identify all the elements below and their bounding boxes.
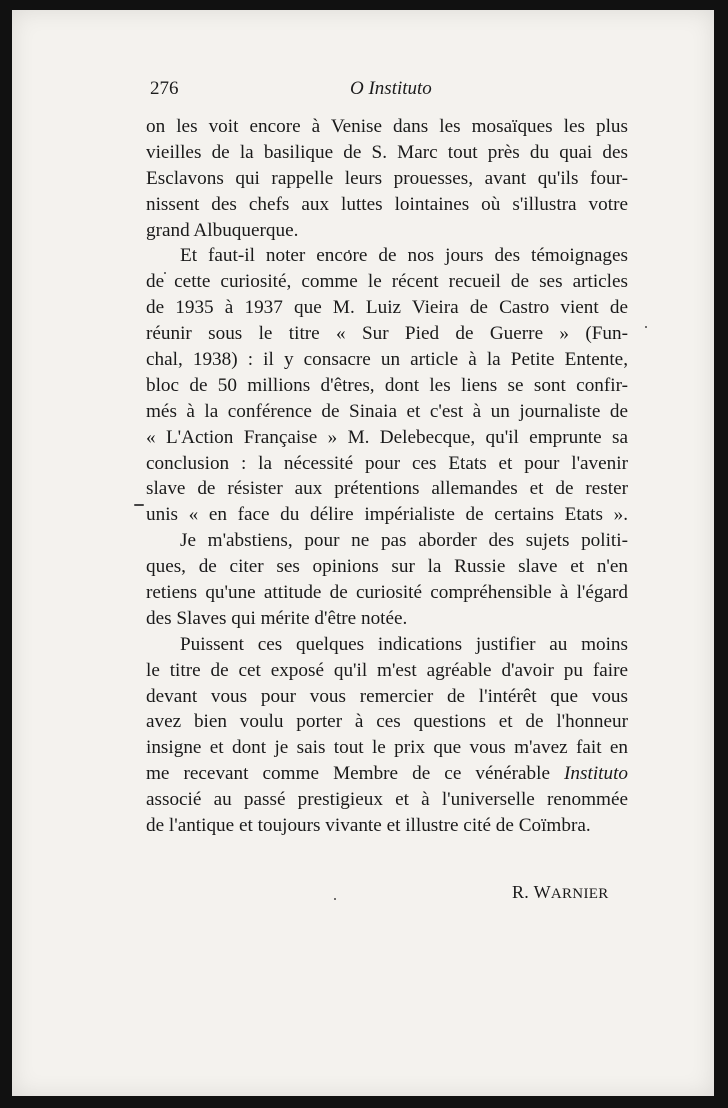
text-line: Esclavons qui rappelle leurs prouesses, avant qu'ils four- [146,167,628,189]
paragraph-2 [146,243,628,528]
signature-initial: R. W [512,882,551,902]
scan-speck [334,898,336,900]
text-line-part: me recevant comme Membre de ce vénérable [146,763,550,785]
signature-rest: ARNIER [550,886,609,902]
text-line: Et faut-il noter encore de nos jours des témoignages [180,245,628,267]
text-line: ques, de citer ses opinions sur la Russie slave et n'en [146,556,628,578]
text-line: de l'antique et toujours vivante et illustre cité de Coïmbra. [146,815,591,837]
text-line: on les voit encore à Venise dans les mosaïques les plus [146,116,628,137]
text-line: chal, 1938) : il y consacre un article à la Petite Entente, [146,349,628,371]
paragraph-3 [146,528,628,632]
scan-speck [645,326,647,328]
text-line: Puissent ces quelques indications justifier au moins [180,633,628,655]
text-line: nissent des chefs aux luttes lointaines où s'illustra votre [146,193,628,215]
text-line: avez bien voulu porter à ces questions et de l'honneur [146,711,628,733]
text-line: slave de résister aux prétentions allemandes et de rester [146,478,628,500]
text-line: le titre de cet exposé qu'il m'est agréable d'avoir pu faire [146,659,628,681]
text-line: réunir sous le titre « Sur Pied de Guerre » (Fun- [146,323,628,345]
text-line: més à la conférence de Sinaia et c'est à un journaliste de [146,400,628,422]
running-title: O Instituto [350,78,432,99]
author-signature [512,882,609,903]
text-line-with-italic [146,761,628,787]
page-header [150,78,650,102]
scan-speck [134,504,144,506]
text-line: grand Albuquerque. [146,219,299,241]
text-line: unis « en face du délire impérialiste de certains Etats ». [146,504,628,526]
paragraph-4 [146,632,628,839]
text-line: « L'Action Française » M. Delebecque, qu'il emprunte sa [146,426,628,448]
text-line: des Slaves qui mérite d'être notée. [146,607,408,629]
text-line: de cette curiosité, comme le récent recueil de ses articles [146,271,628,293]
text-line: vieilles de la basilique de S. Marc tout près du quai des [146,141,628,163]
text-line: Je m'abstiens, pour ne pas aborder des sujets politi- [180,530,628,552]
italic-word: Instituto [564,763,628,785]
text-line: de 1935 à 1937 que M. Luiz Vieira de Castro vient de [146,297,628,319]
text-line: conclusion : la nécessité pour ces Etats et pour l'avenir [146,452,628,474]
page-number: 276 [150,78,179,99]
paragraph-1 [146,114,628,243]
text-line: devant vous pour vous remercier de l'intérêt que vous [146,685,628,707]
text-line: insigne et dont je sais tout le prix que vous m'avez fait en [146,737,628,759]
text-line: associé au passé prestigieux et à l'universelle renommée [146,789,628,811]
body-text [146,114,628,839]
text-line: retiens qu'une attitude de curiosité compréhensible à l'égard [146,582,628,604]
text-line: bloc de 50 millions d'êtres, dont les liens se sont confir- [146,374,628,396]
